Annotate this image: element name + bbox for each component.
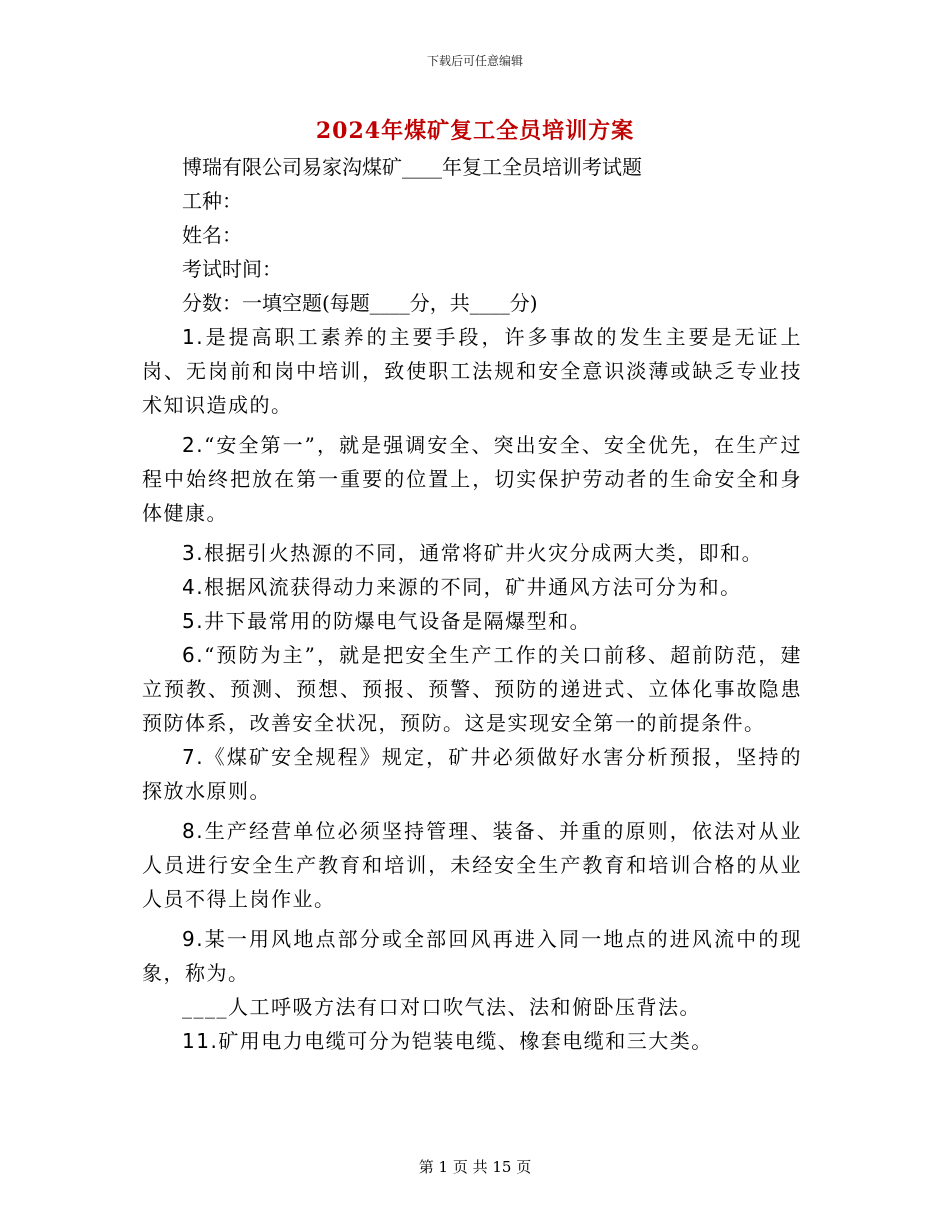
question-number: 9.: [182, 927, 205, 951]
question-number: 2.: [182, 433, 205, 457]
question-5: [142, 604, 802, 638]
exam-time-label: 考试时间：: [182, 257, 282, 281]
name-label: 姓名：: [182, 223, 242, 247]
question-text: ____人工呼吸方法有口对口吹气法、法和俯卧压背法。: [182, 995, 701, 1019]
question-number: 6.: [182, 643, 205, 667]
question-7: [142, 740, 802, 808]
question-1: [142, 320, 802, 422]
page-header: 下载后可任意编辑: [426, 54, 523, 68]
question-text: “预防为主”，就是把安全生产工作的关口前移、超前防范，建立预教、预测、预想、预报、预警、预防的递进式、立体化事故隐患预防体系，改善安全状况，预防。这是实现安全第一的前提条件。: [142, 643, 802, 735]
question-text: 矿用电力电缆可分为铠装电缆、橡套电缆和三大类。: [218, 1029, 713, 1053]
question-text: 根据引火热源的不同，通常将矿井火灾分成两大类，即和。: [204, 541, 764, 565]
question-4: [142, 570, 802, 604]
question-number: 3.: [182, 541, 205, 565]
question-text: 《煤矿安全规程》规定，矿井必须做好水害分析预报，坚持的探放水原则。: [142, 745, 802, 803]
question-text: 生产经营单位必须坚持管理、装备、并重的原则，依法对从业人员进行安全生产教育和培训，未经安全生产教育和培训合格的从业人员不得上岗作业。: [142, 819, 802, 911]
question-9: [142, 922, 802, 990]
question-11: [142, 1024, 802, 1058]
question-3: [142, 536, 802, 570]
question-8: [142, 814, 802, 916]
question-text: 是提高职工素养的主要手段，许多事故的发生主要是无证上岗、无岗前和岗中培训，致使职工法规和安全意识淡薄或缺乏专业技术知识造成的。: [142, 325, 802, 417]
question-number: 7.: [182, 745, 205, 769]
question-2: [142, 428, 802, 530]
document-body: [142, 150, 802, 1058]
question-text: 根据风流获得动力来源的不同，矿井通风方法可分为和。: [204, 575, 742, 599]
question-number: 8.: [182, 819, 205, 843]
question-text: 某一用风地点部分或全部回风再进入同一地点的进风流中的现象，称为。: [142, 927, 802, 985]
question-text: 井下最常用的防爆电气设备是隔爆型和。: [204, 609, 592, 633]
document-title: 2024年煤矿复工全员培训方案: [315, 118, 635, 144]
question-number: 5.: [182, 609, 205, 633]
page-footer: 第 1 页 共 15 页: [418, 1158, 532, 1176]
job-type-label: 工种：: [182, 189, 242, 213]
question-6: [142, 638, 802, 740]
exam-title: 博瑞有限公司易家沟煤矿____年复工全员培训考试题: [182, 155, 642, 179]
question-number: 4.: [182, 575, 205, 599]
question-text: “安全第一”，就是强调安全、突出安全、安全优先，在生产过程中始终把放在第一重要的位置上，切实保护劳动者的生命安全和身体健康。: [142, 433, 802, 525]
question-number: 1.: [182, 325, 205, 349]
score-label: 分数：一填空题(每题____分，共____分): [182, 291, 538, 315]
question-10: [142, 990, 802, 1024]
question-number: 11.: [182, 1029, 219, 1053]
